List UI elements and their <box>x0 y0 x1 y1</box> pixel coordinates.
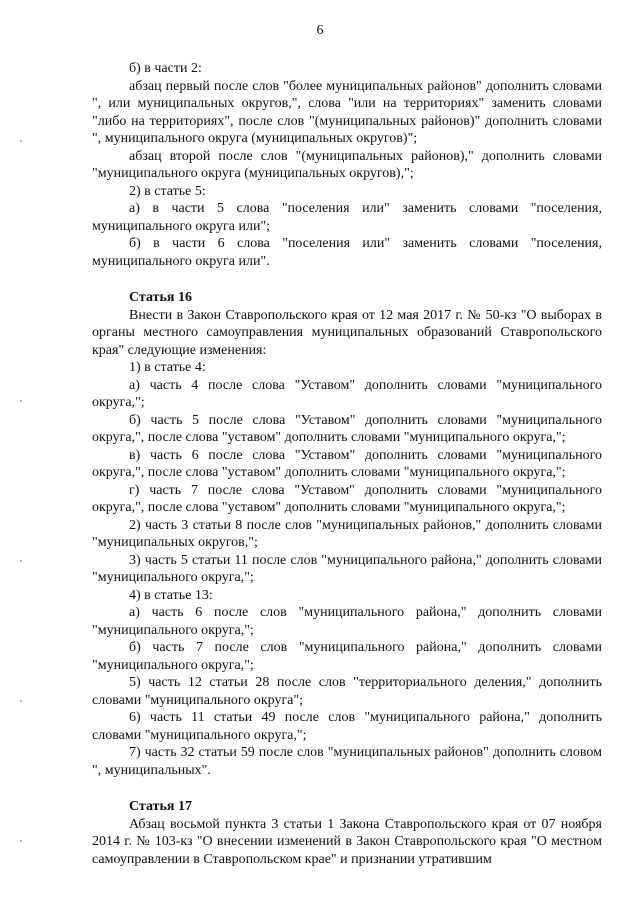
paragraph: б) в части 2: <box>129 61 202 76</box>
paragraph: 1) в статье 4: <box>129 360 206 375</box>
paragraph: г) часть 7 после слова "Уставом" дополнить словами "муниципального округа,", после слова "уставом" дополнить словами "муниципального округа,"; <box>92 482 602 515</box>
paragraph: а) часть 6 после слов "муниципального района," дополнить словами "муниципального округа,"; <box>92 605 602 638</box>
paragraph: а) в части 5 слова "поселения или" заменить словами "поселения, муниципального округа или"; <box>92 201 602 234</box>
paragraph: 6) часть 11 статьи 49 после слов "муниципального района," дополнить словами "муниципального округа,"; <box>92 710 602 743</box>
paragraph: Внести в Закон Ставропольского края от 12 мая 2017 г. № 50-кз "О выборах в органы местного самоуправления муниципальных образований Ставропольского края" следующие изменения: <box>92 307 602 358</box>
page-number: 6 <box>316 23 324 38</box>
article-heading: Статья 17 <box>129 799 192 814</box>
paragraph: Абзац восьмой пункта 3 статьи 1 Закона Ставропольского края от 07 ноября 2014 г. № 103-кз "О внесении изменений в Закон Ставропольского края "О местном самоуправлении в Ставропольском крае" и признании утратившим <box>92 816 602 867</box>
paragraph: 2) в статье 5: <box>129 183 206 199</box>
paragraph: 4) в статье 13: <box>129 587 213 603</box>
paragraph: 3) часть 5 статьи 11 после слов "муниципального района," дополнить словами "муниципального округа,"; <box>92 552 602 585</box>
paragraph: 7) часть 32 статьи 59 после слов "муниципальных районов" дополнить словом ", муниципальных". <box>92 745 602 778</box>
scan-margin-marks <box>20 140 26 860</box>
paragraph: б) часть 7 после слов "муниципального района," дополнить словами "муниципального округа,"; <box>92 640 602 673</box>
paragraph: в) часть 6 после слова "Уставом" дополнить словами "муниципального округа,", после слова "уставом" дополнить словами "муниципального округа,"; <box>92 447 602 480</box>
article-heading: Статья 16 <box>129 290 192 305</box>
paragraph: б) часть 5 после слова "Уставом" дополнить словами "муниципального округа,", после слова "уставом" дополнить словами "муниципального округа,"; <box>92 412 602 445</box>
paragraph: абзац первый после слов "более муниципальных районов" дополнить словами ", или муниципальных округов,", слова "или на территориях" заменить словами "либо на территориях", после слов "(муниципальных районов)" дополнить словами ", муниципального округа (муниципальных округов)"; <box>92 78 602 146</box>
paragraph: абзац второй после слов "(муниципальных районов)," дополнить словами "муниципального округа (муниципальных округов),"; <box>92 148 602 181</box>
paragraph: а) часть 4 после слова "Уставом" дополнить словами "муниципального округа,"; <box>92 377 602 410</box>
paragraph: 2) часть 3 статьи 8 после слов "муниципальных районов," дополнить словами "муниципальных округов,"; <box>92 517 602 550</box>
document-body <box>92 60 602 868</box>
paragraph: 5) часть 12 статьи 28 после слов "территориального деления," дополнить словами "муниципального округа"; <box>92 675 602 708</box>
paragraph: б) в части 6 слова "поселения или" заменить словами "поселения, муниципального округа или". <box>92 236 602 269</box>
